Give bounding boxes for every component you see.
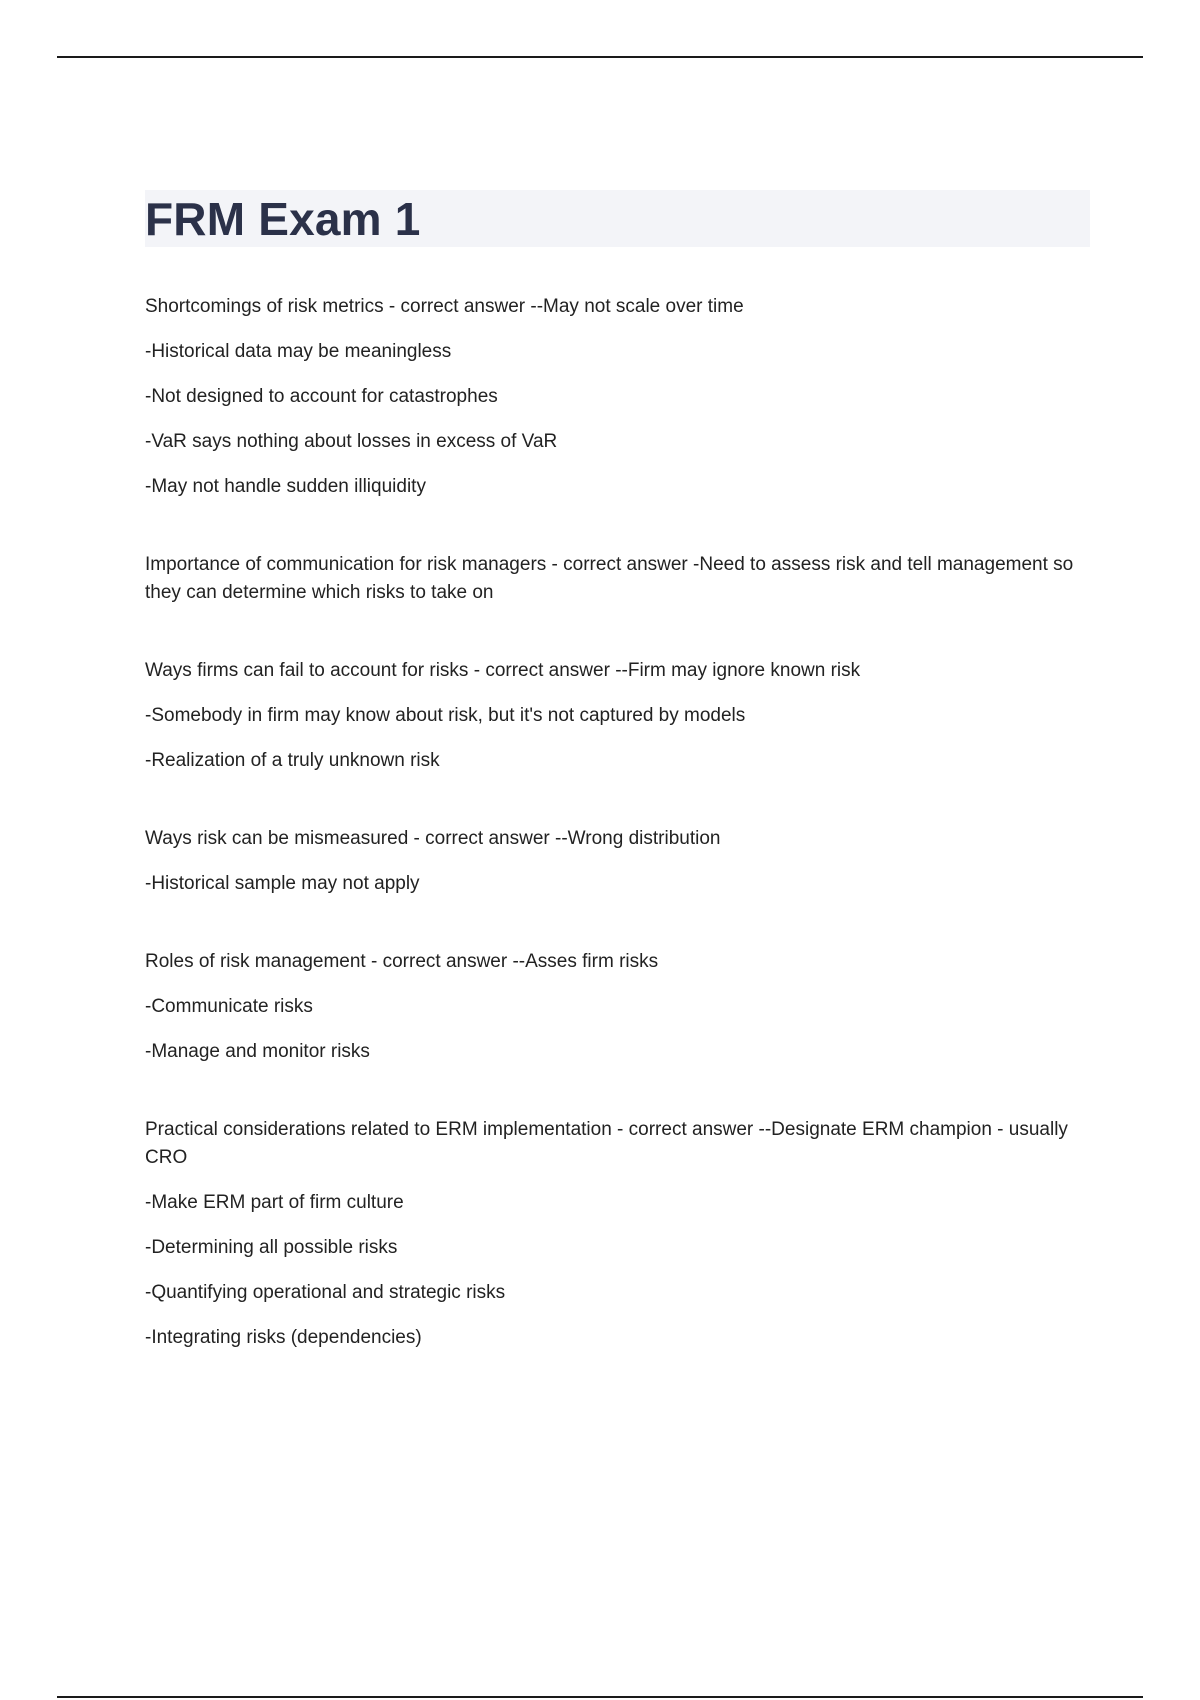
qa-question: Roles of risk management - correct answer --Asses firm risks (145, 951, 659, 972)
qa-answer-line: -Historical data may be meaningless (145, 341, 452, 362)
qa-question: Ways risk can be mismeasured - correct answer --Wrong distribution (145, 828, 721, 849)
bottom-rule (57, 1696, 1143, 1698)
qa-answer-line: -Historical sample may not apply (145, 873, 420, 894)
qa-answer-line: -Not designed to account for catastrophes (145, 386, 498, 407)
title-band (145, 190, 1090, 247)
qa-answer-line: -Quantifying operational and strategic risks (145, 1282, 506, 1303)
qa-answer-line: -VaR says nothing about losses in excess of VaR (145, 431, 558, 452)
qa-item (145, 657, 1090, 775)
qa-answer-line: -Integrating risks (dependencies) (145, 1327, 422, 1348)
qa-item (145, 825, 1090, 898)
qa-answer-line: -May not handle sudden illiquidity (145, 476, 426, 497)
qa-answer-line: -Somebody in firm may know about risk, but it's not captured by models (145, 705, 746, 726)
qa-answer-line: -Make ERM part of firm culture (145, 1192, 404, 1213)
qa-question: Ways firms can fail to account for risks - correct answer --Firm may ignore known risk (145, 660, 861, 681)
qa-question: Importance of communication for risk managers - correct answer -Need to assess risk and tell management so they can determine which risks to take on (145, 554, 1074, 603)
document-body (145, 190, 1090, 1402)
qa-list (145, 293, 1090, 1352)
qa-question: Practical considerations related to ERM implementation - correct answer --Designate ERM champion - usually CRO (145, 1119, 1068, 1168)
qa-answer-line: -Determining all possible risks (145, 1237, 398, 1258)
qa-item (145, 293, 1090, 501)
qa-question: Shortcomings of risk metrics - correct answer --May not scale over time (145, 296, 744, 317)
qa-answer-line: -Realization of a truly unknown risk (145, 750, 440, 771)
qa-item (145, 948, 1090, 1066)
qa-item (145, 551, 1090, 607)
qa-answer-line: -Communicate risks (145, 996, 313, 1017)
document-title: FRM Exam 1 (145, 192, 421, 245)
top-rule (57, 56, 1143, 58)
qa-item (145, 1116, 1090, 1352)
qa-answer-line: -Manage and monitor risks (145, 1041, 370, 1062)
